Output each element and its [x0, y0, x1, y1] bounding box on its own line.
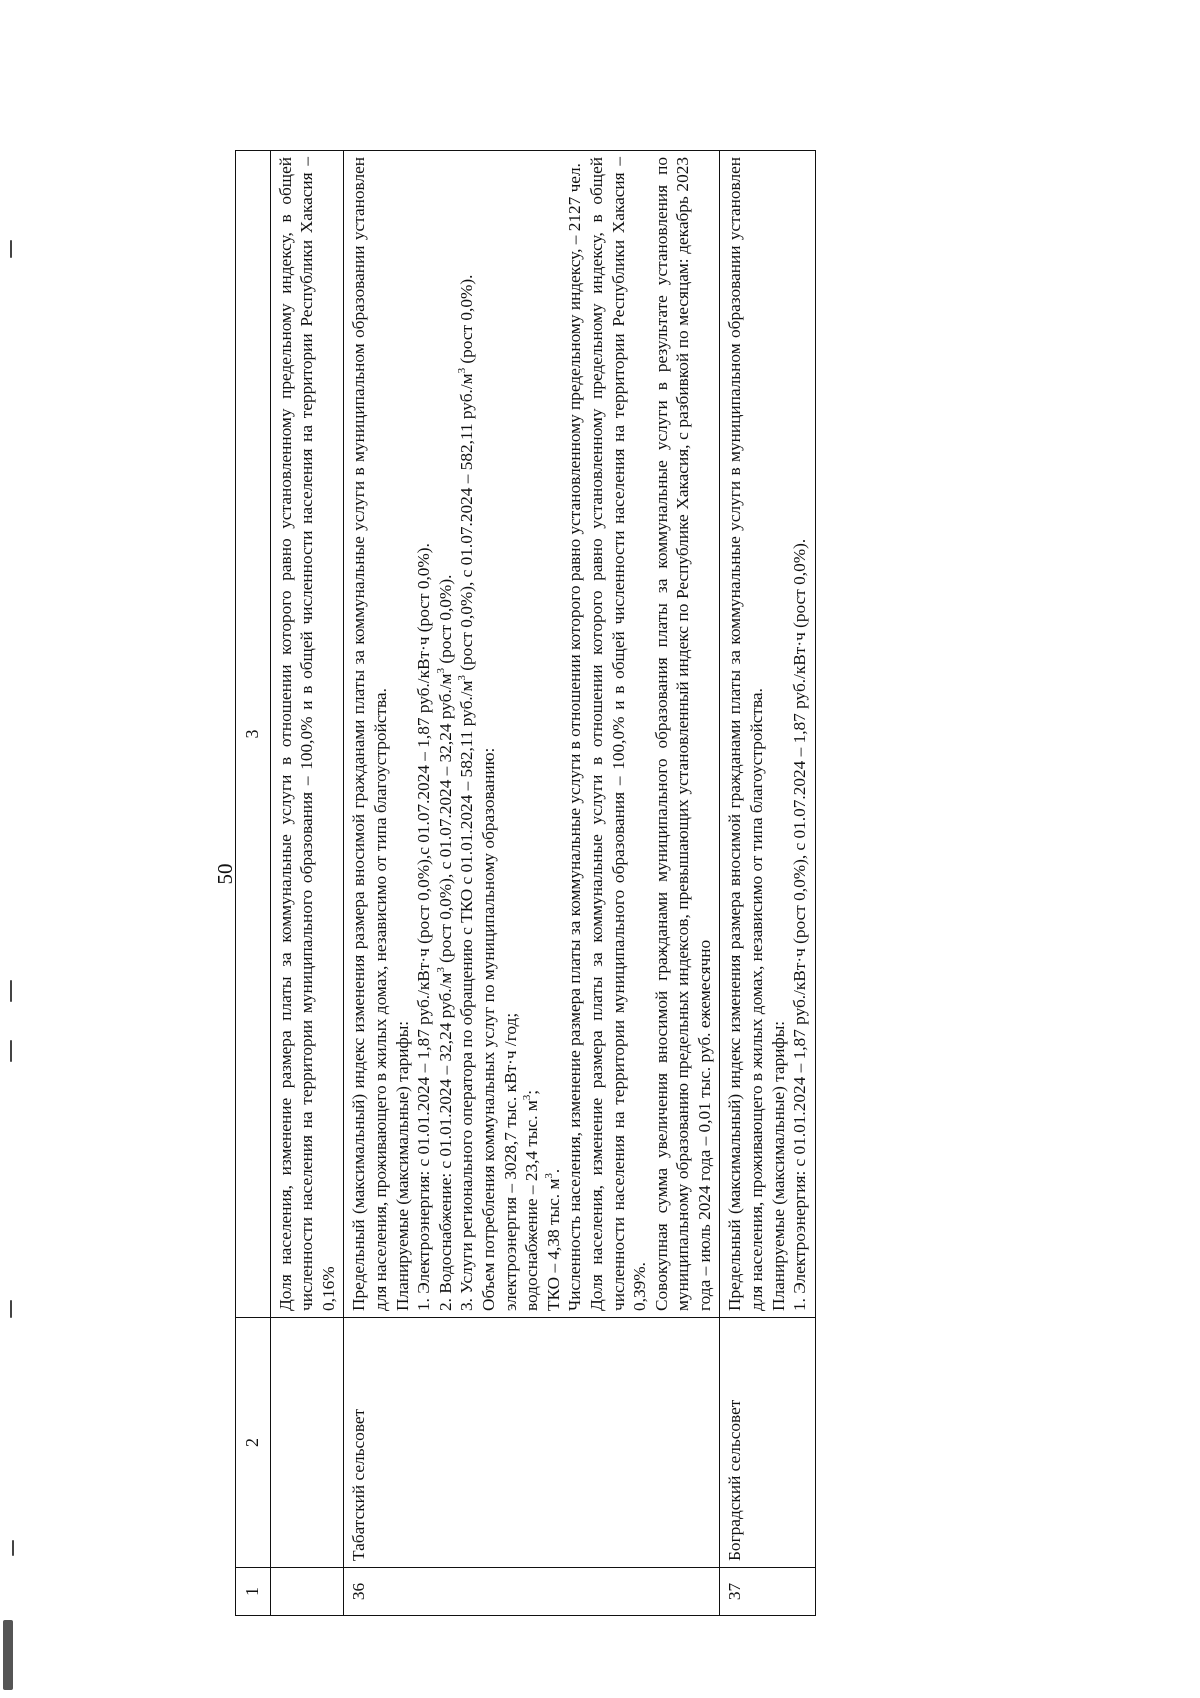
text-line: водоснабжение – 23,4 тыс. $м^3$;: [521, 1089, 542, 1311]
row-text-cell: [344, 151, 720, 1318]
scan-artifact: [10, 240, 12, 258]
scan-artifact: [10, 1040, 12, 1062]
row-name-cell: [270, 1318, 344, 1568]
row-number-cell: 36: [344, 1568, 720, 1616]
scan-artifact: [10, 1300, 12, 1318]
text-line: 2. Водоснабжение: с 01.01.2024 – 32,24 $руб./м^3$ (рост 0,0%), с 01.07.2024 – 32,24 $руб./м^3$ (рост 0,0%).: [434, 574, 455, 1311]
row-text-cell: [270, 151, 344, 1318]
table-header-row: [236, 151, 271, 1616]
text-line: ТКО – 4,38 тыс. $м^3$.: [542, 1168, 563, 1311]
text-line: Объем потребления коммунальных услуг по муниципальному образованию:: [478, 747, 498, 1311]
text-line: электроэнергия – 3028,7 тыс. кВт·ч /год;: [500, 1012, 520, 1311]
text-line: 1. Электроэнергия: с 01.01.2024 – 1,87 руб./кВт·ч (рост 0,0%), с 01.07.2024 – 1,87 руб./кВт·ч (рост 0,0%).: [790, 538, 810, 1311]
text-line: Планируемые (максимальные) тарифы:: [768, 1020, 788, 1311]
row-number-cell: 37: [720, 1568, 815, 1616]
text-line: Доля населения, изменение размера платы за коммунальные услуги в отношении которого равно установленному предельному индексу, в общей численности населения на территории муниципального образования – 100,0% и в общей численности населения на территории Республики Хакасия – 0,16%: [275, 157, 338, 1311]
row-number-cell: [270, 1568, 344, 1616]
table-row: [720, 151, 815, 1616]
row-text-cell: [720, 151, 815, 1318]
table-row: [344, 151, 720, 1616]
text-line: 1. Электроэнергия: с 01.01.2024 – 1,87 руб./кВт·ч (рост 0,0%),с 01.07.2024 – 1,87 руб./кВт·ч (рост 0,0%).: [414, 543, 434, 1311]
column-header: 3: [236, 151, 271, 1318]
text-line: Предельный (максимальный) индекс изменения размера вносимой гражданами платы за коммунальные услуги в муниципальном образовании установлен для населения, проживающего в жилых домах, независимо от типа благоустройства.: [725, 157, 767, 1311]
row-name-cell: Табатский сельсовет: [344, 1318, 720, 1568]
scan-artifact: [12, 1540, 14, 1556]
text-line: Доля населения, изменение размера платы за коммунальные услуги в отношении которого равно установленному предельному индексу, в общей численности населения на территории муниципального образования – 100,0% и в общей численности населения на территории Республики Хакасия – 0,39%.: [586, 157, 650, 1311]
text-line: Совокупная сумма увеличения вносимой гражданами муниципального образования платы за коммунальные услуги в результате установления по муниципальному образованию предельных индексов, превышающих установленный индекс по Республике Хакасия, с разбивкой по месяцам: декабрь 2023 года – июль 2024 года – 0,01 тыс. руб. ежемесячно: [651, 157, 714, 1311]
table-row: [270, 151, 344, 1616]
column-header: 1: [236, 1568, 271, 1616]
column-header: 2: [236, 1318, 271, 1568]
rotated-page: [45, 94, 1165, 1654]
text-line: Численность населения, изменение размера платы за коммунальные услуги в отношении которого равно установленному предельному индексу, – 2127 чел.: [565, 163, 585, 1311]
text-line: 3. Услуги регионального оператора по обращению с ТКО с 01.01.2024 – 582,11 $руб./м^3$ (рост 0,0%), с 01.07.2024 – 582,11 $руб./м^3$ (рост 0,0%).: [456, 274, 477, 1311]
page-number: 50: [213, 863, 237, 885]
document-table: [235, 150, 816, 1616]
row-name-cell: Боградский сельсовет: [720, 1318, 815, 1568]
scan-artifact: [10, 980, 12, 1002]
scan-artifact: [3, 1620, 13, 1690]
text-line: Предельный (максимальный) индекс изменения размера вносимой гражданами платы за коммунальные услуги в муниципальном образовании установлен для населения, проживающего в жилых домах, независимо от типа благоустройства.: [349, 157, 390, 1311]
text-line: Планируемые (максимальные) тарифы:: [392, 1020, 412, 1311]
